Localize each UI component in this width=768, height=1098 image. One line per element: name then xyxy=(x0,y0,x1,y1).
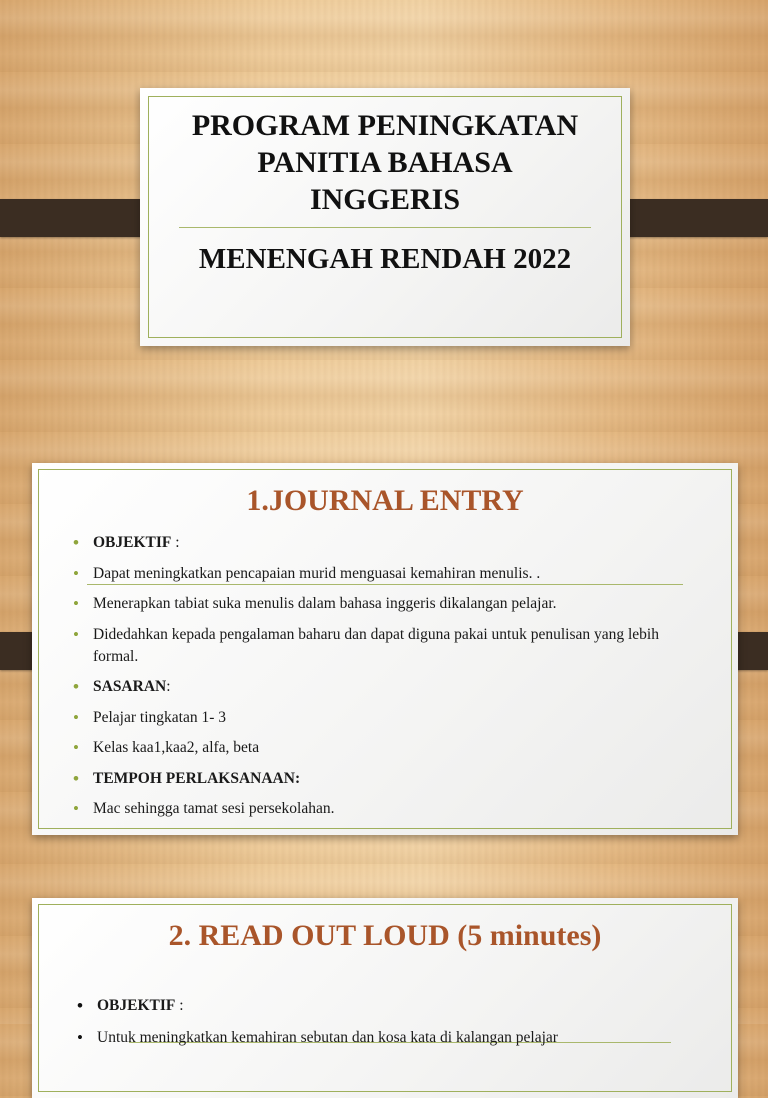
bullet-icon: • xyxy=(73,677,79,696)
bullet-icon: • xyxy=(73,738,79,757)
slide-title xyxy=(149,107,621,218)
list-item: • Dapat meningkatkan pencapaian murid menguasai kemahiran menulis. . xyxy=(73,563,541,583)
title-card xyxy=(140,88,630,346)
slide-1 xyxy=(0,0,768,430)
slide-2 xyxy=(0,445,768,865)
bullet-icon: • xyxy=(73,624,79,644)
list-item: • Pelajar tingkatan 1- 3 xyxy=(73,707,226,727)
bullet-icon: • xyxy=(77,1028,83,1047)
list-item: • Mac sehingga tamat sesi persekolahan. xyxy=(73,799,335,818)
slide-3 xyxy=(0,880,768,1047)
list-item: • TEMPOH PERLAKSANAAN: xyxy=(73,768,301,788)
list-item: • OBJEKTIF : xyxy=(77,996,184,1015)
title-card-frame xyxy=(148,96,622,338)
bullet-icon: • xyxy=(73,533,79,552)
slide-subtitle: MENENGAH RENDAH 2022 xyxy=(198,243,572,275)
bullet-list xyxy=(73,532,701,829)
bullet-icon: • xyxy=(77,996,83,1015)
list-item: • Untuk meningkatkan kemahiran sebutan dan kosa kata di kalangan pelajar xyxy=(77,1028,558,1047)
card-frame xyxy=(38,904,732,1092)
section-heading: 2. READ OUT LOUD (5 minutes) xyxy=(168,919,602,952)
slide-title-line-2: PANITIA BAHASA xyxy=(257,146,513,179)
list-item: • Kelas kaa1,kaa2, alfa, beta xyxy=(73,738,260,757)
list-item: • Didedahkan kepada pengalaman baharu dan dapat diguna pakai untuk penulisan yang lebih formal. xyxy=(73,624,659,665)
slide-title-line-3: INGGERIS xyxy=(309,183,461,216)
bullet-icon: • xyxy=(73,563,79,583)
bullet-icon: • xyxy=(73,768,79,788)
section-heading: 1.JOURNAL ENTRY xyxy=(246,484,524,517)
bullet-list xyxy=(77,995,701,1058)
list-item: • SASARAN: xyxy=(73,677,171,696)
bullet-icon: • xyxy=(73,594,79,613)
bullet-icon: • xyxy=(73,707,79,727)
card-frame xyxy=(38,469,732,829)
read-out-loud-card xyxy=(32,898,738,1098)
title-divider xyxy=(179,227,591,228)
left-tab-bar xyxy=(0,199,156,237)
list-item: • Menerapkan tabiat suka menulis dalam bahasa inggeris dikalangan pelajar. xyxy=(73,594,557,613)
right-tab-bar xyxy=(612,199,768,237)
journal-entry-card xyxy=(32,463,738,835)
slide-title-line-1: PROGRAM PENINGKATAN xyxy=(191,109,579,142)
list-item: • OBJEKTIF : xyxy=(73,533,180,552)
bullet-icon: • xyxy=(73,799,79,818)
